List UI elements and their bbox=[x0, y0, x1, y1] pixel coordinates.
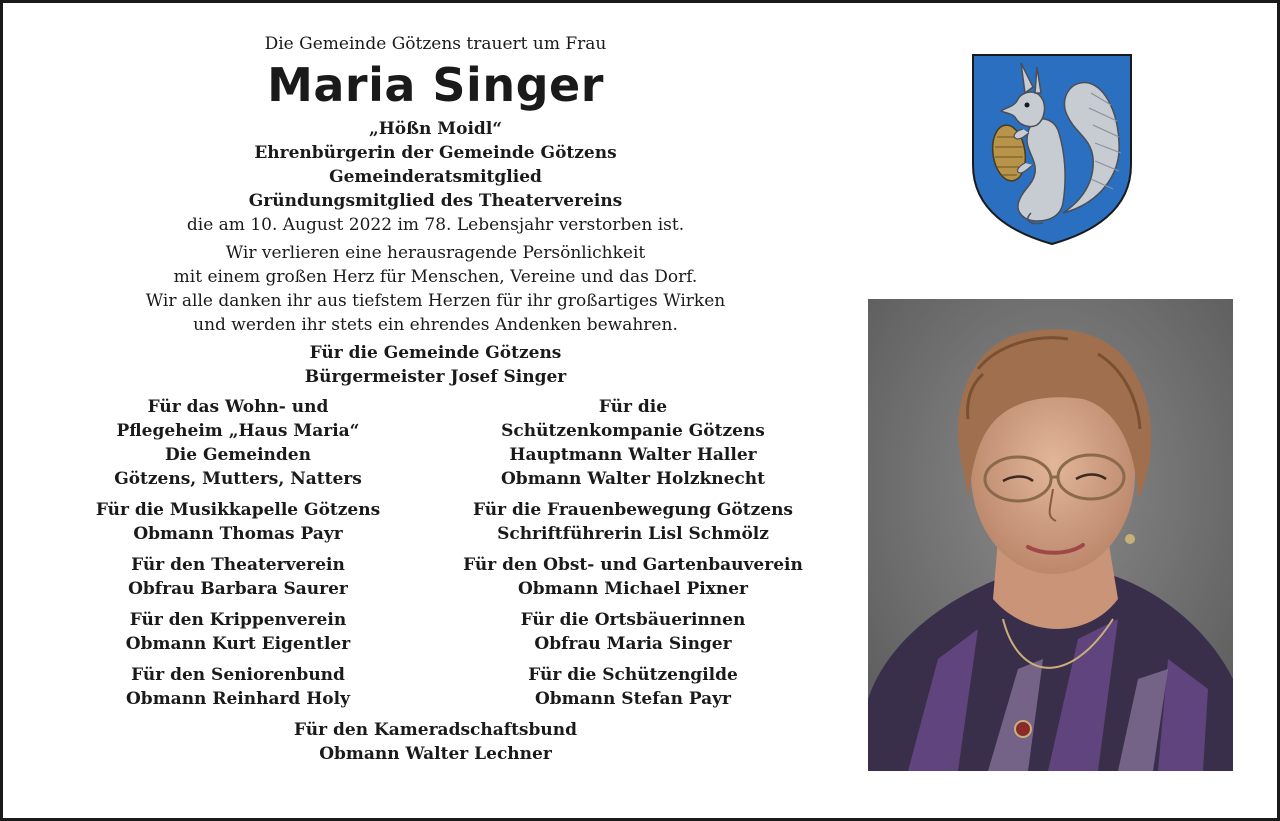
title-line: Ehrenbürgerin der Gemeinde Götzens bbox=[254, 143, 617, 163]
signature-line: Obfrau Barbara Saurer bbox=[128, 579, 348, 599]
signature-line: Für den Krippenverein bbox=[129, 610, 347, 630]
signature-line: Für die Schützengilde bbox=[528, 665, 738, 685]
signatories-right bbox=[438, 395, 828, 718]
signature-line: Die Gemeinden bbox=[165, 445, 311, 465]
signature-line: Für die Musikkapelle Götzens bbox=[95, 500, 381, 520]
signature-line: Obmann Kurt Eigentler bbox=[125, 634, 351, 654]
signature-line: Obmann Thomas Payr bbox=[133, 524, 343, 544]
signatories-left bbox=[43, 395, 433, 718]
tribute-line: und werden ihr stets ein ehrendes Andenken bewahren. bbox=[193, 315, 678, 335]
signature-line: Für die bbox=[598, 397, 668, 417]
signature-line: Für die Frauenbewegung Götzens bbox=[472, 500, 794, 520]
signature-group bbox=[438, 395, 828, 491]
portrait-photo bbox=[868, 299, 1233, 771]
death-date-line: die am 10. August 2022 im 78. Lebensjahr verstorben ist. bbox=[186, 215, 685, 235]
signature-line: Für das Wohn- und bbox=[147, 397, 329, 417]
signature-line: Hauptmann Walter Haller bbox=[509, 445, 757, 465]
signature-group bbox=[43, 663, 433, 711]
deceased-name: Maria Singer bbox=[267, 58, 604, 112]
signature-line: Für den Theaterverein bbox=[131, 555, 345, 575]
signature-group bbox=[438, 498, 828, 546]
signature-org: Für den Kameradschaftsbund bbox=[294, 720, 577, 740]
signature-line: Für den Seniorenbund bbox=[131, 665, 345, 685]
signature-group bbox=[438, 553, 828, 601]
signature-group bbox=[438, 608, 828, 656]
signature-line: Obmann Walter Holzknecht bbox=[501, 469, 765, 489]
signature-line: Schriftführerin Lisl Schmölz bbox=[497, 524, 769, 544]
signature-line: Für den Obst- und Gartenbauverein bbox=[463, 555, 803, 575]
signature-group bbox=[43, 395, 433, 491]
title-line: Gründungsmitglied des Theatervereins bbox=[248, 191, 623, 211]
nickname: „Hößn Moidl“ bbox=[368, 119, 503, 139]
intro-line: Die Gemeinde Götzens trauert um Frau bbox=[264, 34, 607, 54]
tribute-line: mit einem großen Herz für Menschen, Vereine und das Dorf. bbox=[173, 267, 698, 287]
signature-line: Pflegeheim „Haus Maria“ bbox=[116, 421, 360, 441]
signature-person: Bürgermeister Josef Singer bbox=[304, 367, 567, 387]
signature-group bbox=[43, 553, 433, 601]
signature-person: Obmann Walter Lechner bbox=[319, 744, 552, 764]
municipality-signature bbox=[43, 341, 828, 389]
signature-line: Götzens, Mutters, Natters bbox=[114, 469, 362, 489]
signatories bbox=[43, 395, 828, 718]
signature-line: Obmann Reinhard Holy bbox=[126, 689, 350, 709]
footer-signature bbox=[43, 718, 828, 766]
coat-of-arms-icon bbox=[971, 53, 1133, 246]
signature-line: Für die Ortsbäuerinnen bbox=[520, 610, 746, 630]
title-line: Gemeinderatsmitglied bbox=[329, 167, 542, 187]
signature-line: Schützenkompanie Götzens bbox=[501, 421, 765, 441]
tribute-text bbox=[43, 241, 828, 337]
text-column bbox=[43, 33, 828, 766]
signature-group bbox=[43, 498, 433, 546]
tribute-line: Wir alle danken ihr aus tiefstem Herzen für ihr großartiges Wirken bbox=[145, 291, 726, 311]
signature-line: Obfrau Maria Singer bbox=[534, 634, 732, 654]
signature-org: Für die Gemeinde Götzens bbox=[309, 343, 562, 363]
signature-group bbox=[438, 663, 828, 711]
signature-line: Obmann Michael Pixner bbox=[517, 579, 749, 599]
signature-group bbox=[43, 608, 433, 656]
signature-line: Obmann Stefan Payr bbox=[534, 689, 732, 709]
tribute-line: Wir verlieren eine herausragende Persönlichkeit bbox=[225, 243, 646, 263]
